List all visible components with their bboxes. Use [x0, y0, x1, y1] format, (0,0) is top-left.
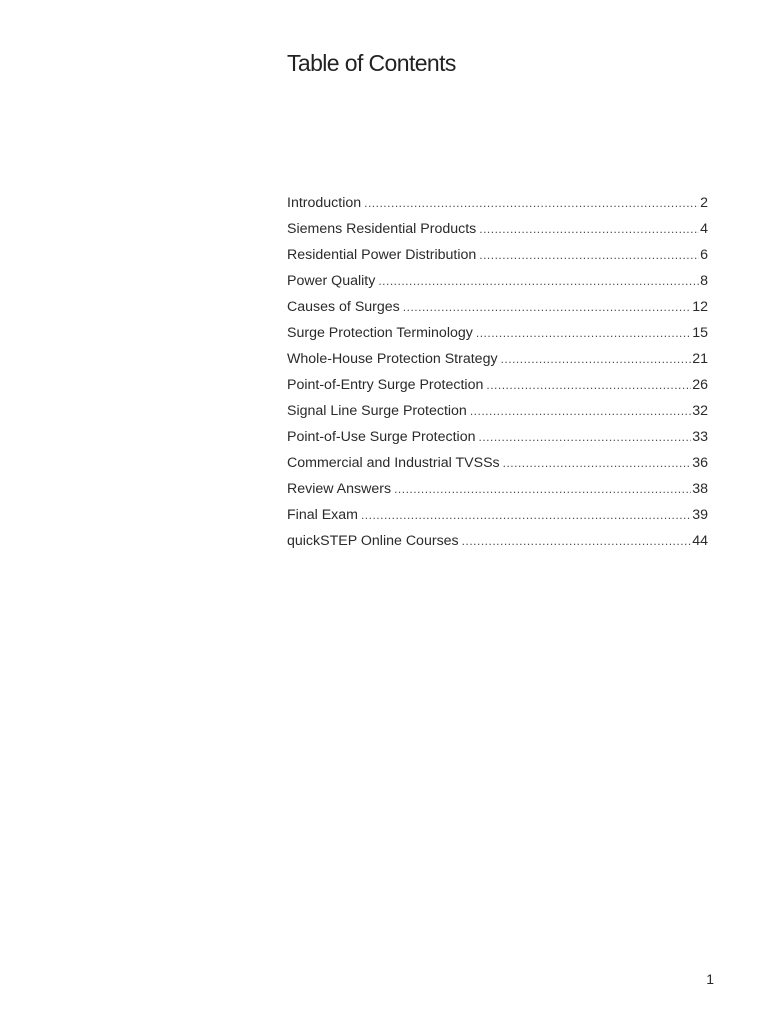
toc-entry-label: quickSTEP Online Courses: [287, 533, 459, 549]
toc-entry-page: 26: [692, 377, 708, 393]
toc-entry-point-of-use-surge-protection[interactable]: [287, 425, 708, 451]
dot-leader: [486, 373, 691, 397]
toc-entry-label: Residential Power Distribution: [287, 247, 477, 263]
toc-entry-page: 4: [700, 221, 708, 237]
toc-entry-introduction[interactable]: [287, 191, 708, 217]
toc-entry-page: 33: [692, 429, 708, 445]
toc-entry-page: 32: [692, 403, 708, 419]
toc-entry-siemens-residential-products[interactable]: [287, 217, 708, 243]
toc-entry-power-quality[interactable]: [287, 269, 708, 295]
dot-leader: [503, 451, 692, 475]
dot-leader: [378, 269, 699, 293]
toc-entry-page: 21: [692, 351, 708, 367]
toc-entry-label: Commercial and Industrial TVSSs: [287, 455, 500, 471]
toc-entry-whole-house-protection-strategy[interactable]: [287, 347, 708, 373]
page-number: 1: [706, 971, 714, 987]
toc-entry-label: Review Answers: [287, 481, 392, 497]
dot-leader: [361, 503, 691, 527]
dot-leader: [476, 321, 691, 345]
toc-entry-commercial-and-industrial-tvsss[interactable]: [287, 451, 708, 477]
dot-leader: [501, 347, 692, 371]
toc-entry-point-of-entry-surge-protection[interactable]: [287, 373, 708, 399]
toc-entry-label: Causes of Surges: [287, 299, 400, 315]
toc-entry-label: Final Exam: [287, 507, 358, 523]
toc-entry-quickstep-online-courses[interactable]: [287, 529, 708, 555]
page-title: Table of Contents: [287, 50, 456, 76]
toc-entry-page: 8: [700, 273, 708, 289]
dot-leader: [479, 243, 699, 267]
toc-entry-page: 44: [692, 533, 708, 549]
toc-entry-page: 6: [700, 247, 708, 263]
dot-leader: [394, 477, 691, 501]
toc-entry-review-answers[interactable]: [287, 477, 708, 503]
toc-entry-label: Power Quality: [287, 273, 376, 289]
toc-entry-page: 39: [692, 507, 708, 523]
dot-leader: [478, 425, 691, 449]
toc-entry-label: Point-of-Use Surge Protection: [287, 429, 476, 445]
dot-leader: [479, 217, 699, 241]
toc-entry-label: Introduction: [287, 195, 362, 211]
toc-entry-label: Surge Protection Terminology: [287, 325, 473, 341]
toc-entry-page: 15: [692, 325, 708, 341]
toc-entry-surge-protection-terminology[interactable]: [287, 321, 708, 347]
dot-leader: [364, 191, 699, 215]
toc-entry-label: Siemens Residential Products: [287, 221, 477, 237]
dot-leader: [470, 399, 691, 423]
toc-entry-residential-power-distribution[interactable]: [287, 243, 708, 269]
toc-entry-page: 38: [692, 481, 708, 497]
toc-entry-label: Point-of-Entry Surge Protection: [287, 377, 484, 393]
table-of-contents: [287, 191, 708, 555]
toc-entry-signal-line-surge-protection[interactable]: [287, 399, 708, 425]
toc-entry-causes-of-surges[interactable]: [287, 295, 708, 321]
toc-entry-label: Signal Line Surge Protection: [287, 403, 467, 419]
toc-entry-page: 36: [692, 455, 708, 471]
toc-entry-final-exam[interactable]: [287, 503, 708, 529]
toc-entry-page: 12: [692, 299, 708, 315]
dot-leader: [462, 529, 692, 553]
toc-entry-page: 2: [700, 195, 708, 211]
dot-leader: [403, 295, 691, 319]
toc-entry-label: Whole-House Protection Strategy: [287, 351, 498, 367]
